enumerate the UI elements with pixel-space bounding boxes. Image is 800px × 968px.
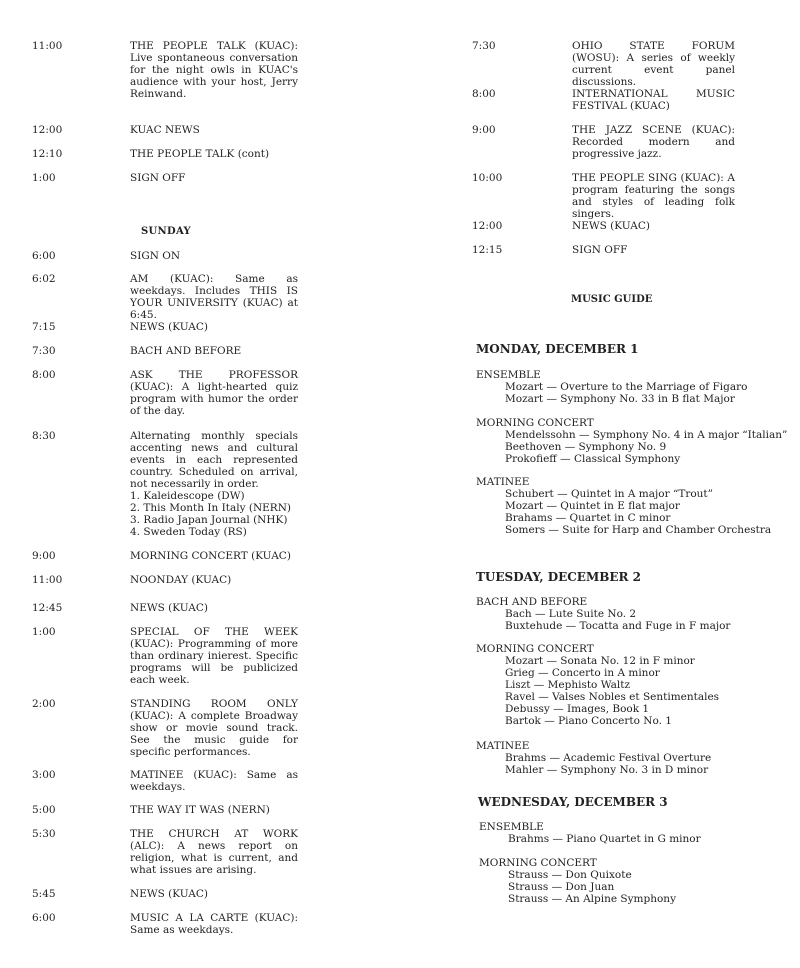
entry-text: Alternating monthly specials accenting news and cultural events in each represented country. Scheduled on arrival, not necessarily in order.: [130, 430, 298, 490]
entry-text: THE PEOPLE TALK (cont): [130, 148, 270, 160]
entry-time: 2:00: [32, 698, 56, 710]
guide-section: [476, 596, 730, 632]
list-item: Mozart — Sonata No. 12 in F minor: [505, 655, 695, 667]
entry-text: THE WAY IT WAS (NERN): [130, 804, 270, 816]
section-label: BACH AND BEFORE: [476, 596, 588, 608]
guide-section: [479, 821, 701, 845]
entry-time: 6:00: [32, 912, 56, 924]
list-item: Buxtehude — Tocatta and Fuge in F major: [505, 620, 731, 632]
section-label: MORNING CONCERT: [479, 857, 597, 869]
entry-text-block: [130, 430, 298, 538]
list-item: Mozart — Quintet in E flat major: [505, 500, 680, 512]
sunday-heading: SUNDAY: [141, 226, 191, 237]
entry-time: 1:00: [32, 626, 56, 638]
entry-time: 5:30: [32, 828, 56, 840]
guide-section: [476, 476, 771, 536]
entry-time: 10:00: [472, 172, 503, 184]
entry-text: MATINEE (KUAC): Same as weekdays.: [130, 769, 298, 793]
list-item: Mozart — Symphony No. 33 in B flat Major: [505, 393, 735, 405]
entry-text: MUSIC A LA CARTE (KUAC): Same as weekdays.: [130, 912, 298, 936]
entry-time: 8:30: [32, 430, 56, 442]
entry-text: THE JAZZ SCENE (KUAC): Recorded modern and progressive jazz.: [572, 124, 735, 160]
list-item: Mozart — Overture to the Marriage of Figaro: [505, 381, 748, 393]
day-heading: TUESDAY, DECEMBER 2: [476, 570, 642, 584]
entry-time: 8:00: [32, 369, 56, 381]
list-item: Strauss — Don Quixote: [508, 869, 632, 881]
entry-time: 12:00: [32, 124, 63, 136]
entry-text: ASK THE PROFESSOR (KUAC): A light-hearted quiz program with humor the order of the day.: [130, 369, 298, 417]
section-label: ENSEMBLE: [479, 821, 544, 833]
entry-text: NOONDAY (KUAC): [130, 574, 232, 586]
section-label: ENSEMBLE: [476, 369, 541, 381]
entry-time: 12:00: [472, 220, 503, 232]
entry-text: NEWS (KUAC): [572, 220, 650, 232]
list-item: Somers — Suite for Harp and Chamber Orchestra: [505, 524, 772, 536]
list-item: Brahms — Piano Quartet in G minor: [508, 833, 701, 845]
entry-text: THE CHURCH AT WORK (ALC): A news report on religion, what is current, and what issues are arising.: [130, 828, 298, 876]
list-item: Beethoven — Symphony No. 9: [505, 441, 667, 453]
list-item: 1. Kaleidescope (DW): [130, 490, 245, 502]
entry-time: 11:00: [32, 40, 63, 52]
entry-text: SIGN OFF: [572, 244, 628, 256]
section-label: MATINEE: [476, 476, 530, 488]
entry-text: SPECIAL OF THE WEEK (KUAC): Programming of more than ordinary inierest. Specific programs will be publicized each week.: [130, 626, 298, 686]
guide-section: [476, 417, 787, 465]
list-item: Strauss — Don Juan: [508, 881, 615, 893]
entry-text: SIGN OFF: [130, 172, 186, 184]
list-item: Grieg — Concerto in A minor: [505, 667, 660, 679]
entry-text: MORNING CONCERT (KUAC): [130, 550, 291, 562]
entry-time: 8:00: [472, 88, 496, 100]
entry-time: 6:02: [32, 273, 56, 285]
section-label: MORNING CONCERT: [476, 417, 594, 429]
entry-time: 9:00: [32, 550, 56, 562]
list-item: 4. Sweden Today (RS): [130, 526, 247, 538]
list-item: Brahams — Quartet in C minor: [505, 512, 671, 524]
guide-section: [479, 857, 676, 905]
list-item: Bach — Lute Suite No. 2: [505, 608, 637, 620]
entry-time: 9:00: [472, 124, 496, 136]
entry-time: 12:15: [472, 244, 503, 256]
entry-text: NEWS (KUAC): [130, 321, 208, 333]
entry-time: 6:00: [32, 250, 56, 262]
entry-text: BACH AND BEFORE: [130, 345, 242, 357]
music-guide-heading: MUSIC GUIDE: [571, 294, 653, 305]
entry-text: INTERNATIONAL MUSIC FESTIVAL (KUAC): [572, 88, 735, 112]
entry-text: OHIO STATE FORUM (WOSU): A series of weekly current event panel discussions.: [572, 40, 735, 88]
entry-time: 12:45: [32, 602, 63, 614]
entry-time: 1:00: [32, 172, 56, 184]
entry-time: 7:15: [32, 321, 56, 333]
list-item: Brahms — Academic Festival Overture: [505, 752, 712, 764]
list-item: Debussy — Images, Book 1: [505, 703, 650, 715]
entry-text: THE PEOPLE SING (KUAC): A program featuring the songs and styles of leading folk singers.: [572, 172, 735, 220]
list-item: Schubert — Quintet in A major “Trout”: [505, 488, 714, 500]
entry-time: 7:30: [472, 40, 496, 52]
guide-section: [476, 643, 719, 727]
list-item: Ravel — Valses Nobles et Sentimentales: [505, 691, 720, 703]
entry-text: NEWS (KUAC): [130, 602, 208, 614]
list-item: Strauss — An Alpine Symphony: [508, 893, 677, 905]
section-label: MORNING CONCERT: [476, 643, 594, 655]
entry-time: 3:00: [32, 769, 56, 781]
entry-text: AM (KUAC): Same as weekdays. Includes THIS IS YOUR UNIVERSITY (KUAC) at 6:45.: [130, 273, 298, 321]
list-item: Mendelssohn — Symphony No. 4 in A major “Italian”: [505, 429, 788, 441]
list-item: Bartok — Piano Concerto No. 1: [505, 715, 672, 727]
entry-time: 7:30: [32, 345, 56, 357]
entry-time: 5:45: [32, 888, 56, 900]
entry-time: 5:00: [32, 804, 56, 816]
list-item: Mahler — Symphony No. 3 in D minor: [505, 764, 709, 776]
entry-text: STANDING ROOM ONLY (KUAC): A complete Broadway show or movie sound track. See the music guide for specific performances.: [130, 698, 298, 758]
entry-text: KUAC NEWS: [130, 124, 200, 136]
day-heading: MONDAY, DECEMBER 1: [476, 342, 639, 356]
list-item: 2. This Month In Italy (NERN): [130, 502, 292, 514]
entry-time: 11:00: [32, 574, 63, 586]
guide-section: [476, 740, 711, 776]
day-heading: WEDNESDAY, DECEMBER 3: [478, 795, 668, 809]
entry-time: 12:10: [32, 148, 63, 160]
entry-text: NEWS (KUAC): [130, 888, 208, 900]
list-item: Liszt — Mephisto Waltz: [505, 679, 630, 691]
list-item: Prokofieff — Classical Symphony: [505, 453, 681, 465]
section-label: MATINEE: [476, 740, 530, 752]
entry-text: THE PEOPLE TALK (KUAC): Live spontaneous conversation for the night owls in KUAC's audience with your host, Jerry Reinwand.: [130, 40, 298, 100]
list-item: 3. Radio Japan Journal (NHK): [130, 514, 288, 526]
entry-text: SIGN ON: [130, 250, 181, 262]
guide-section: [476, 369, 747, 405]
